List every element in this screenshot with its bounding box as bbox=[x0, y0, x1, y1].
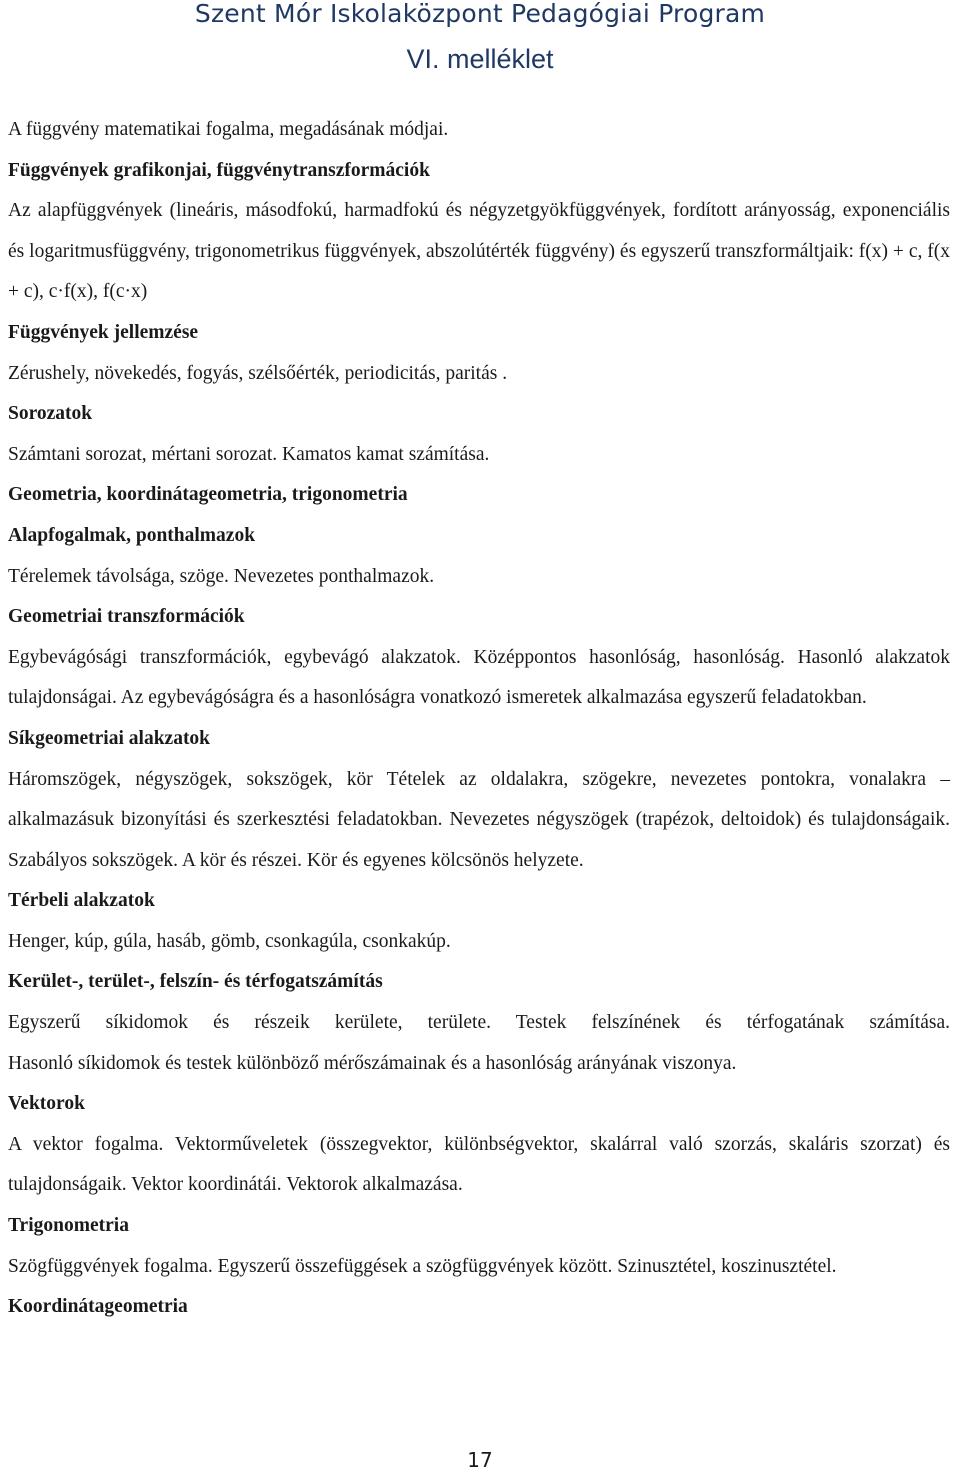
paragraph-basic-functions: Az alapfüggvények (lineáris, másodfokú, harmadfokú és négyzetgyökfüggvények, fordított arányosság, exponenciális és logaritmusfüggvény, trigonometrikus függvények, abszolútérték függvény) és egyszerű transzformáltjaik: f(x) + c, f(x + c), c·f(x), f(c·x) bbox=[8, 200, 950, 303]
paragraph-function-concept: A függvény matematikai fogalma, megadásának módjai. bbox=[8, 119, 449, 140]
heading-vectors: Vektorok bbox=[8, 1093, 85, 1115]
page-header bbox=[0, 0, 960, 108]
paragraph-basic-concepts: Térelemek távolsága, szöge. Nevezetes ponthalmazok. bbox=[8, 565, 435, 587]
paragraph-solid-figures: Henger, kúp, gúla, hasáb, gömb, csonkagúla, csonkakúp. bbox=[8, 930, 451, 952]
paragraph-plane-figures: Háromszögek, négyszögek, sokszögek, kör Tételek az oldalakra, szögekre, nevezetes pontokra, vonalakra – alkalmazásuk bizonyítási és szerkesztési feladatokban. Nevezetes négyszögek (trapézok, deltoidok) és tulajdonságaik. Szabályos sokszögek. A kör és részei. Kör és egyenes kölcsönös helyzete. bbox=[8, 768, 950, 871]
header-divider bbox=[0, 88, 960, 89]
header-subtitle: VI. melléklet bbox=[406, 44, 554, 74]
heading-function-properties: Függvények jellemzése bbox=[8, 321, 199, 343]
paragraph-geometric-transformations: Egybevágósági transzformációk, egybevágó alakzatok. Középpontos hasonlóság, hasonlóság. Hasonló alakzatok tulajdonságai. Az egybevágóságra és a hasonlóságra vonatkozó ismeretek alkalmazása egyszerű feladatokban. bbox=[8, 646, 950, 709]
document-body bbox=[8, 110, 950, 1328]
paragraph-measurement-2: Hasonló síkidomok és testek különböző mérőszámainak és a hasonlóság arányának viszonya. bbox=[8, 1052, 737, 1074]
heading-basic-concepts: Alapfogalmak, ponthalmazok bbox=[8, 524, 256, 546]
heading-solid-figures: Térbeli alakzatok bbox=[8, 890, 155, 912]
heading-sequences: Sorozatok bbox=[8, 403, 93, 425]
paragraph-vectors: A vektor fogalma. Vektorműveletek (összegvektor, különbségvektor, skalárral való szorzás, skaláris szorzat) és tulajdonságaik. Vektor koordinátái. Vektorok alkalmazása. bbox=[8, 1133, 950, 1196]
heading-function-graphs: Függvények grafikonjai, függvénytranszformációk bbox=[8, 159, 430, 181]
heading-plane-figures: Síkgeometriai alakzatok bbox=[8, 727, 211, 749]
header-title: Szent Mór Iskolaközpont Pedagógiai Program bbox=[194, 0, 766, 28]
paragraph-measurement-1: Egyszerű síkidomok és részeik kerülete, területe. Testek felszínének és térfogatának számítása. bbox=[8, 1012, 950, 1034]
heading-geometric-transformations: Geometriai transzformációk bbox=[8, 606, 245, 628]
paragraph-trigonometry: Szögfüggvények fogalma. Egyszerű összefüggések a szögfüggvények között. Szinusztétel, koszinusztétel. bbox=[8, 1255, 837, 1277]
heading-coordinate-geometry: Koordinátageometria bbox=[8, 1296, 188, 1318]
paragraph-sequences: Számtani sorozat, mértani sorozat. Kamatos kamat számítása. bbox=[8, 443, 490, 465]
heading-trigonometry: Trigonometria bbox=[8, 1215, 129, 1237]
page-number: 17 bbox=[467, 1448, 493, 1472]
paragraph-function-properties: Zérushely, növekedés, fogyás, szélsőérték, periodicitás, paritás . bbox=[8, 362, 508, 384]
heading-geometry: Geometria, koordinátageometria, trigonometria bbox=[8, 484, 408, 506]
heading-measurement: Kerület-, terület-, felszín- és térfogatszámítás bbox=[8, 971, 383, 993]
